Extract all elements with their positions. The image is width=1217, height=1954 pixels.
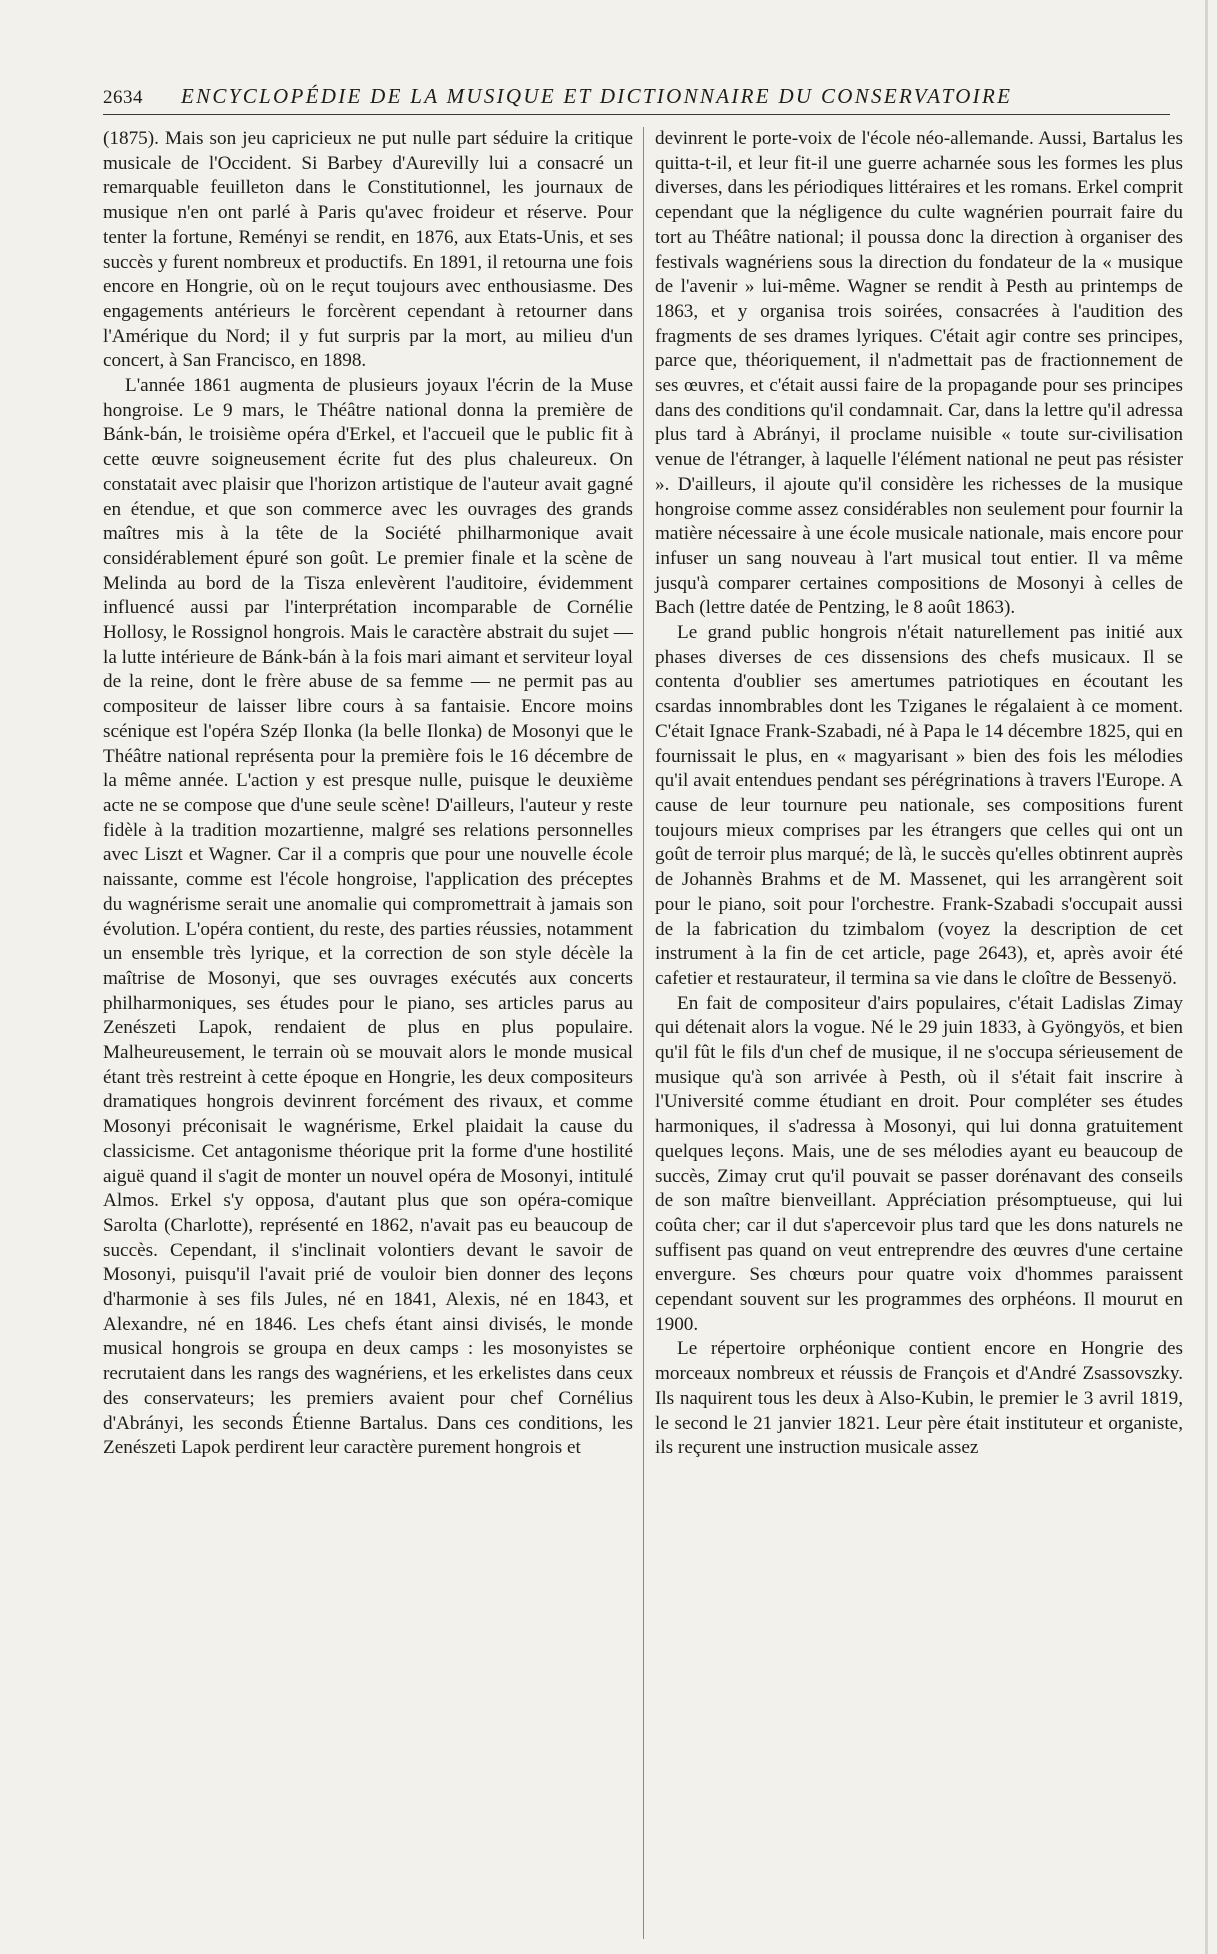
right-paragraph-2: Le grand public hongrois n'était naturellement pas initié aux phases diverses de ces dissensions des chefs musicaux. Il se contenta d'oublier ses amertumes patriotiques en écoutant les csardas innombrables dont les Tziganes le régalaient à ce moment. C'était Ignace Frank-Szabadi, né à Papa le 14 décembre 1825, qui en fournissait le plus, en « magyarisant » bien des fois les mélodies qu'il avait entendues pendant ses pérégrinations à travers l'Europe. A cause de leur tournure peu nationale, ses compositions furent toujours mieux comprises par les étrangers que celles qui ont un goût de terroir plus marqué; de là, le succès qu'elles obtinrent auprès de Johannès Brahms et de M. Massenet, qui les arrangèrent soit pour le piano, soit pour l'orchestre. Frank-Szabadi s'occupait aussi de la fabrication du tzimbalom (voyez la description de cet instrument à la fin de cet article, page 2643), et, après avoir été cafetier et restaurateur, il termina sa vie dans le cloître de Bessenyö.: [655, 622, 1183, 989]
right-column: [655, 127, 1183, 1461]
right-paragraph-4: Le répertoire orphéonique contient encore en Hongrie des morceaux nombreux et réussis de François et d'André Zsassovszky. Ils naquirent tous les deux à Also-Kubin, le premier le 3 avril 1819, le second le 21 janvier 1821. Leur père était instituteur et organiste, ils reçurent une instruction musicale assez: [655, 1338, 1183, 1459]
page-header: [103, 84, 1170, 115]
left-paragraph-2: L'année 1861 augmenta de plusieurs joyaux l'écrin de la Muse hongroise. Le 9 mars, le Théâtre national donna la première de Bánk-bán, le troisième opéra d'Erkel, et l'accueil que le public fit à cette œuvre soigneusement écrite fut des plus chaleureux. On constatait avec plaisir que l'horizon artistique de l'auteur avait gagné en étendue, et que son commerce avec les ouvrages des grands maîtres mis à la tête de la Société philharmonique avait considérablement épuré son goût. Le premier finale et la scène de Melinda au bord de la Tisza enlevèrent l'auditoire, évidemment influencé aussi par l'interprétation incomparable de Cornélie Hollosy, le Rossignol hongrois. Mais le caractère abstrait du sujet — la lutte intérieure de Bánk-bán à la fois mari aimant et serviteur loyal de la reine, dont le frère abuse de sa femme — ne permit pas au compositeur de laisser libre cours à sa fantaisie. Encore moins scénique est l'opéra Szép Ilonka (la belle Ilonka) de Mosonyi que le Théâtre national représenta pour la première fois le 16 décembre de la même année. L'action y est presque nulle, puisque le deuxième acte ne se compose que d'une seule scène! D'ailleurs, l'auteur y reste fidèle à la tradition mozartienne, malgré ses relations personnelles avec Liszt et Wagner. Car il a compris que pour une nouvelle école naissante, comme est l'école hongroise, l'application des préceptes du wagnérisme serait une anomalie qui compromettrait à jamais son évolution. L'opéra contient, du reste, des parties réussies, notamment un ensemble très lyrique, et la correction de son style décèle la maîtrise de Mosonyi, que ses ouvrages exécutés aux concerts philharmoniques, ses études pour le piano, ses articles parus au Zenészeti Lapok, rendaient de plus en plus populaire. Malheureusement, le terrain où se mouvait alors le monde musical étant très restreint à cette époque en Hongrie, les deux compositeurs dramatiques hongrois devinrent forcément des rivaux, et comme Mosonyi préconisait le wagnérisme, Erkel plaidait la cause du classicisme. Cet antagonisme théorique prit la forme d'une hostilité aiguë quand il s'agit de monter un nouvel opéra de Mosonyi, intitulé Almos. Erkel s'y opposa, d'autant plus que son opéra-comique Sarolta (Charlotte), représenté en 1862, n'avait pas eu beaucoup de succès. Cependant, il s'inclinait volontiers devant le savoir de Mosonyi, puisqu'il l'avait prié de vouloir bien donner des leçons d'harmonie à ses fils Jules, né en 1841, Alexis, né en 1843, et Alexandre, né en 1846. Les chefs étant ainsi divisés, le monde musical hongrois se groupa en deux camps : les mosonyistes se recrutaient dans les rangs des wagnériens, et les erkelistes dans ceux des conservateurs; les premiers avaient pour chef Cornélius d'Abrányi, les seconds Étienne Bartalus. Dans ces conditions, les Zenészeti Lapok perdirent leur caractère purement hongrois et: [103, 375, 633, 1459]
right-paragraph-1: devinrent le porte-voix de l'école néo-allemande. Aussi, Bartalus les quitta-t-il, et leur fit-il une guerre acharnée sous les formes les plus diverses, dans les périodiques littéraires et les romans. Erkel comprit cependant que la négligence du culte wagnérien pourrait faire du tort au Théâtre national; il poussa donc la direction à organiser des festivals wagnériens sous la direction du fondateur de la « musique de l'avenir » lui-même. Wagner se rendit à Pesth au printemps de 1863, et y organisa trois soirées, consacrées à l'audition des fragments de ses drames lyriques. C'était agir contre ses principes, parce que, théoriquement, il n'admettait pas de fractionnement de ses œuvres, et c'était aussi faire de la propagande pour ses principes dans des conditions qu'il condamnait. Car, dans la lettre qu'il adressa plus tard à Abrányi, il proclame nuisible « toute sur-civilisation venue de l'étranger, à laquelle l'élément national ne peut pas résister ». D'ailleurs, il ajoute qu'il considère les richesses de la musique hongroise comme assez considérables non seulement pour fournir la matière nécessaire à une école musicale nationale, mais encore pour infuser un sang nouveau à l'art musical tout entier. Il va même jusqu'à comparer certaines compositions de Mosonyi à celles de Bach (lettre datée de Pentzing, le 8 août 1863).: [655, 128, 1183, 619]
column-divider: [643, 127, 644, 1939]
right-paragraph-3: En fait de compositeur d'airs populaires, c'était Ladislas Zimay qui détenait alors la vogue. Né le 29 juin 1833, à Gyöngyös, et bien qu'il fût le fils d'un chef de musique, il ne s'occupa sérieusement de musique qu'à son arrivée à Pesth, où il s'était fait inscrire à l'Université comme étudiant en droit. Pour compléter ses études harmoniques, il s'adressa à Mosonyi, qui lui donna gratuitement quelques leçons. Mais, une de ses mélodies ayant eu beaucoup de succès, Zimay crut qu'il pouvait se passer dorénavant des conseils de son maître bienveillant. Appréciation présomptueuse, qui lui coûta cher; car il dut s'apercevoir plus tard que les dons naturels ne suffisent pas quand on veut entreprendre des œuvres d'une certaine envergure. Ses chœurs pour quatre voix d'hommes paraissent cependant souvent sur les programmes des orphéons. Il mourut en 1900.: [655, 992, 1183, 1335]
running-title: ENCYCLOPÉDIE DE LA MUSIQUE ET DICTIONNAIRE DU CONSERVATOIRE: [181, 84, 1013, 108]
left-paragraph-1: (1875). Mais son jeu capricieux ne put nulle part séduire la critique musicale de l'Occident. Si Barbey d'Aurevilly lui a consacré un remarquable feuilleton dans le Constitutionnel, les journaux de musique n'en ont parlé à Paris qu'avec froideur et réserve. Pour tenter la fortune, Reményi se rendit, en 1876, aux Etats-Unis, et ses succès y furent nombreux et productifs. En 1891, il retourna une fois encore en Hongrie, où on le reçut toujours avec enthousiasme. Des engagements antérieurs le forcèrent cependant à retourner dans l'Amérique du Nord; il y fut surpris par la mort, au milieu d'un concert, à San Francisco, en 1898.: [103, 128, 633, 372]
left-column: [103, 127, 633, 1461]
page-edge-shadow: [1205, 0, 1208, 1954]
page-number: 2634: [103, 87, 143, 108]
